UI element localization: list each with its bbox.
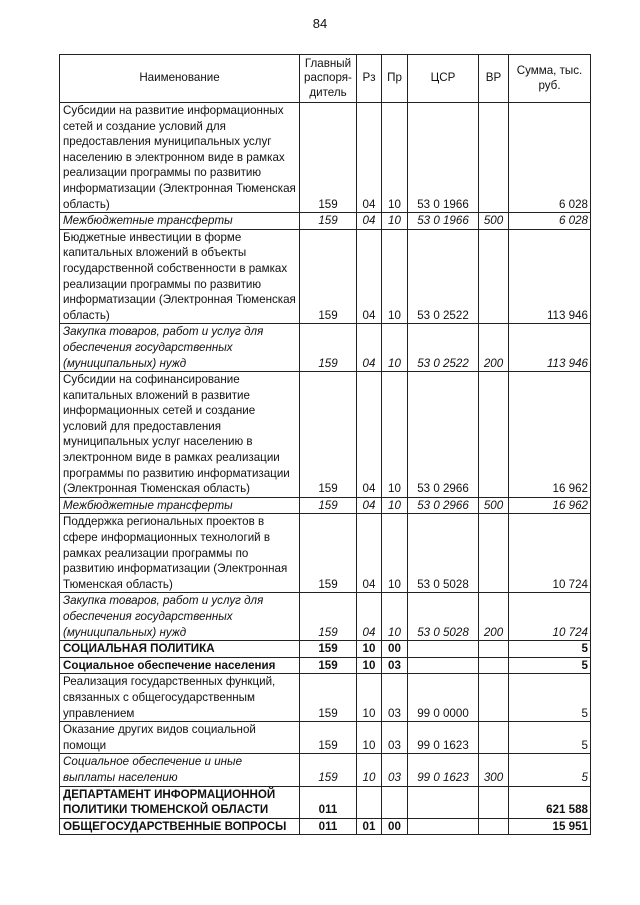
cell-sum: 5 <box>509 674 591 722</box>
cell-csr: 53 0 5028 <box>408 593 479 641</box>
table-row <box>60 641 591 658</box>
cell-main-manager: 159 <box>300 324 357 372</box>
cell-rz: 04 <box>357 213 382 230</box>
table-row <box>60 657 591 674</box>
cell-name: СОЦИАЛЬНАЯ ПОЛИТИКА <box>60 641 300 658</box>
cell-rz: 10 <box>357 641 382 658</box>
cell-csr <box>408 657 479 674</box>
header-row <box>60 55 591 103</box>
table-row <box>60 722 591 754</box>
cell-rz: 04 <box>357 514 382 593</box>
cell-name: Субсидии на софинансирование капитальных вложений в развитие информационных сетей и создание условий для предоставления муниципальных услуг населению в электронном виде в рамках реализации программы по развитию информатизации (Электронная Тюменская область) <box>60 372 300 498</box>
cell-vr <box>479 103 509 213</box>
cell-pr: 03 <box>382 754 408 786</box>
budget-table <box>59 54 591 835</box>
cell-sum: 113 946 <box>509 324 591 372</box>
cell-pr: 10 <box>382 103 408 213</box>
cell-vr <box>479 641 509 658</box>
cell-name: Социальное обеспечение и иные выплаты населению <box>60 754 300 786</box>
cell-csr <box>408 786 479 818</box>
table-row <box>60 497 591 514</box>
header-name: Наименование <box>60 55 300 103</box>
cell-vr: 200 <box>479 324 509 372</box>
cell-csr: 53 0 1966 <box>408 103 479 213</box>
cell-csr: 53 0 2966 <box>408 372 479 498</box>
header-main-manager: Главный распоря-дитель <box>300 55 357 103</box>
cell-sum: 621 588 <box>509 786 591 818</box>
cell-main-manager: 159 <box>300 754 357 786</box>
cell-sum: 5 <box>509 754 591 786</box>
cell-name: Межбюджетные трансферты <box>60 213 300 230</box>
table-row <box>60 229 591 324</box>
cell-main-manager: 159 <box>300 497 357 514</box>
header-rz: Рз <box>357 55 382 103</box>
cell-csr: 53 0 2522 <box>408 229 479 324</box>
cell-vr <box>479 514 509 593</box>
table-row <box>60 103 591 213</box>
cell-main-manager: 159 <box>300 593 357 641</box>
cell-pr: 03 <box>382 657 408 674</box>
cell-sum: 113 946 <box>509 229 591 324</box>
header-pr: Пр <box>382 55 408 103</box>
cell-pr: 10 <box>382 229 408 324</box>
cell-sum: 5 <box>509 722 591 754</box>
cell-csr: 53 0 1966 <box>408 213 479 230</box>
cell-rz: 04 <box>357 372 382 498</box>
cell-rz: 10 <box>357 674 382 722</box>
cell-pr: 10 <box>382 324 408 372</box>
cell-name: Субсидии на развитие информационных сетей и создание условий для предоставления муниципальных услуг населению в электронном виде в рамках реализации программы по развитию информатизации (Электронная Тюменская область) <box>60 103 300 213</box>
table-row <box>60 818 591 835</box>
cell-sum: 16 962 <box>509 372 591 498</box>
cell-rz: 10 <box>357 754 382 786</box>
cell-vr <box>479 786 509 818</box>
cell-rz: 10 <box>357 722 382 754</box>
cell-vr <box>479 657 509 674</box>
table-row <box>60 593 591 641</box>
table-row <box>60 514 591 593</box>
cell-pr: 10 <box>382 497 408 514</box>
cell-name: Межбюджетные трансферты <box>60 497 300 514</box>
page-number: 84 <box>312 16 328 31</box>
cell-sum: 15 951 <box>509 818 591 835</box>
cell-vr <box>479 722 509 754</box>
cell-sum: 10 724 <box>509 514 591 593</box>
cell-sum: 5 <box>509 641 591 658</box>
cell-csr <box>408 818 479 835</box>
table-row <box>60 674 591 722</box>
cell-csr: 99 0 0000 <box>408 674 479 722</box>
cell-main-manager: 159 <box>300 722 357 754</box>
cell-rz: 10 <box>357 657 382 674</box>
cell-pr: 10 <box>382 372 408 498</box>
cell-vr <box>479 818 509 835</box>
cell-rz: 01 <box>357 818 382 835</box>
cell-sum: 6 028 <box>509 213 591 230</box>
cell-vr <box>479 229 509 324</box>
cell-vr <box>479 674 509 722</box>
cell-main-manager: 011 <box>300 818 357 835</box>
table-row <box>60 213 591 230</box>
table-row <box>60 786 591 818</box>
header-csr: ЦСР <box>408 55 479 103</box>
cell-name: ОБЩЕГОСУДАРСТВЕННЫЕ ВОПРОСЫ <box>60 818 300 835</box>
cell-main-manager: 159 <box>300 229 357 324</box>
cell-sum: 10 724 <box>509 593 591 641</box>
table-row <box>60 754 591 786</box>
cell-sum: 16 962 <box>509 497 591 514</box>
cell-name: Реализация государственных функций, связанных с общегосударственным управлением <box>60 674 300 722</box>
cell-csr: 53 0 2966 <box>408 497 479 514</box>
cell-csr <box>408 641 479 658</box>
cell-pr: 00 <box>382 641 408 658</box>
cell-rz: 04 <box>357 593 382 641</box>
cell-name: Бюджетные инвестиции в форме капитальных вложений в объекты государственной собственности в рамках реализации программы по развитию информатизации (Электронная Тюменская область) <box>60 229 300 324</box>
cell-name: Социальное обеспечение населения <box>60 657 300 674</box>
cell-main-manager: 159 <box>300 372 357 498</box>
cell-sum: 6 028 <box>509 103 591 213</box>
cell-rz: 04 <box>357 497 382 514</box>
header-sum: Сумма, тыс. руб. <box>509 55 591 103</box>
cell-pr: 10 <box>382 593 408 641</box>
cell-main-manager: 159 <box>300 514 357 593</box>
header-vr: ВР <box>479 55 509 103</box>
cell-main-manager: 011 <box>300 786 357 818</box>
cell-rz: 04 <box>357 229 382 324</box>
cell-name: Закупка товаров, работ и услуг для обеспечения государственных (муниципальных) нужд <box>60 593 300 641</box>
cell-csr: 99 0 1623 <box>408 754 479 786</box>
cell-pr: 03 <box>382 722 408 754</box>
cell-main-manager: 159 <box>300 657 357 674</box>
cell-pr: 10 <box>382 213 408 230</box>
cell-pr: 03 <box>382 674 408 722</box>
cell-vr: 300 <box>479 754 509 786</box>
cell-rz <box>357 786 382 818</box>
cell-main-manager: 159 <box>300 641 357 658</box>
cell-name: Поддержка региональных проектов в сфере информационных технологий в рамках реализации программы по развитию информатизации (Электронная Тюменская область) <box>60 514 300 593</box>
cell-name: Оказание других видов социальной помощи <box>60 722 300 754</box>
table-row <box>60 372 591 498</box>
cell-csr: 99 0 1623 <box>408 722 479 754</box>
cell-csr: 53 0 5028 <box>408 514 479 593</box>
cell-main-manager: 159 <box>300 213 357 230</box>
cell-main-manager: 159 <box>300 674 357 722</box>
cell-main-manager: 159 <box>300 103 357 213</box>
cell-rz: 04 <box>357 103 382 213</box>
cell-pr <box>382 786 408 818</box>
cell-vr <box>479 372 509 498</box>
cell-name: Закупка товаров, работ и услуг для обеспечения государственных (муниципальных) нужд <box>60 324 300 372</box>
cell-name: ДЕПАРТАМЕНТ ИНФОРМАЦИОННОЙ ПОЛИТИКИ ТЮМЕНСКОЙ ОБЛАСТИ <box>60 786 300 818</box>
cell-pr: 00 <box>382 818 408 835</box>
cell-sum: 5 <box>509 657 591 674</box>
cell-pr: 10 <box>382 514 408 593</box>
cell-rz: 04 <box>357 324 382 372</box>
cell-vr: 500 <box>479 497 509 514</box>
table-row <box>60 324 591 372</box>
cell-csr: 53 0 2522 <box>408 324 479 372</box>
cell-vr: 500 <box>479 213 509 230</box>
cell-vr: 200 <box>479 593 509 641</box>
